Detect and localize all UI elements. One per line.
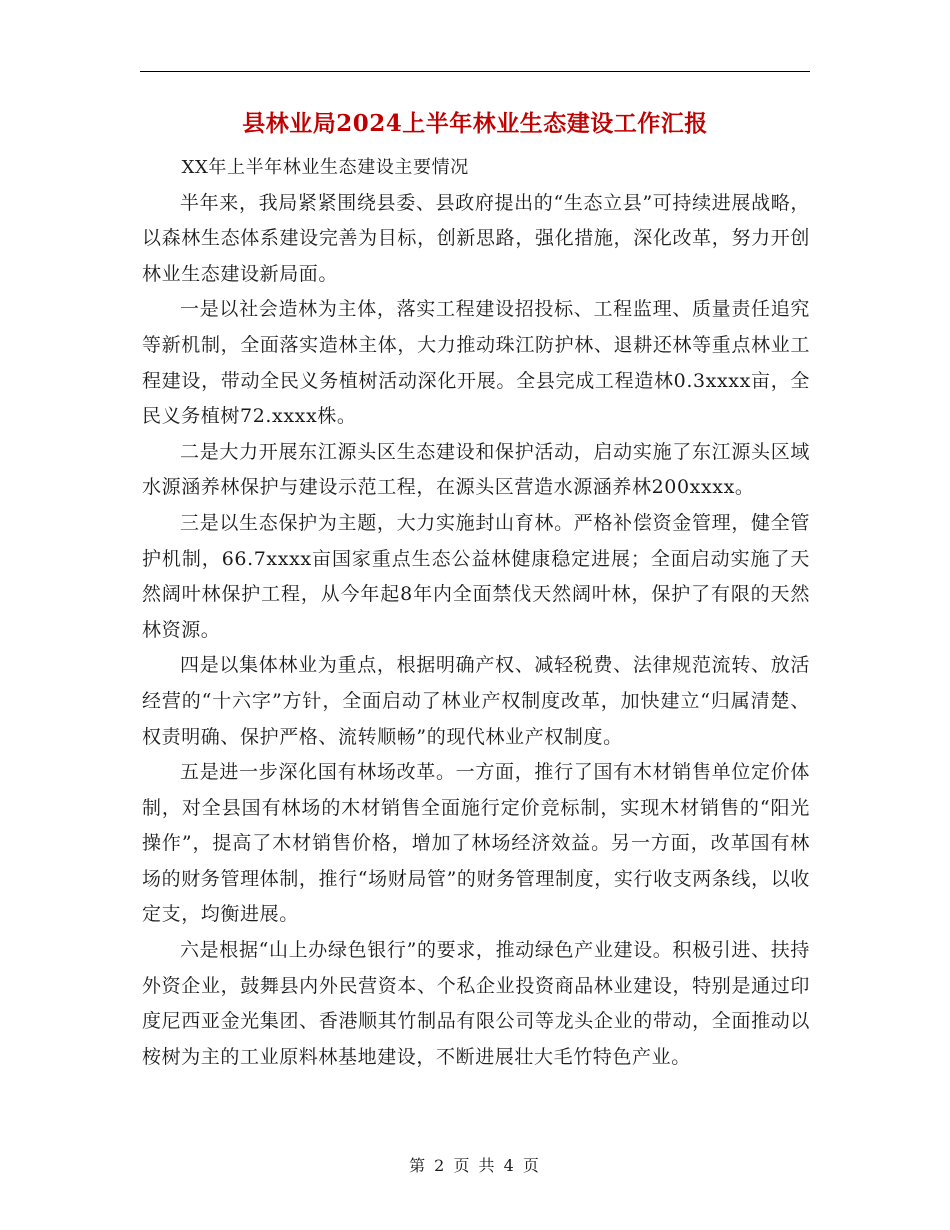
section-subheading: XX年上半年林业生态建设主要情况 [181,157,469,178]
header-rule [140,71,810,72]
document-body [142,150,810,1075]
paragraph-item-6: 六是根据“山上办绿色银行”的要求，推动绿色产业建设。积极引进、扶持外资企业，鼓舞县内外民营资本、个私企业投资商品林业建设，特别是通过印度尼西亚金光集团、香港顺其竹制品有限公司等龙头企业的带动，全面推动以桉树为主的工业原料林基地建设，不断进展壮大毛竹特色产业。 [142,939,810,1068]
paragraph-item-4: 四是以集体林业为重点，根据明确产权、减轻税费、法律规范流转、放活经营的“十六字”方针，全面启动了林业产权制度改革，加快建立“归属清楚、权责明确、保护严格、流转顺畅”的现代林业产权制度。 [142,654,810,748]
paragraph-item-1: 一是以社会造林为主体，落实工程建设招投标、工程监理、质量责任追究等新机制，全面落实造林主体，大力推动珠江防护林、退耕还林等重点林业工程建设，带动全民义务植树活动深化开展。全县完成工程造林0.3xxxx亩，全民义务植树72.xxxx株。 [142,298,810,428]
document-title: 县林业局2024上半年林业生态建设工作汇报 [242,110,708,137]
paragraph-item-2: 二是大力开展东江源头区生态建设和保护活动，启动实施了东江源头区域水源涵养林保护与建设示范工程，在源头区营造水源涵养林200xxxx。 [142,440,810,499]
paragraph-item-5: 五是进一步深化国有林场改革。一方面，推行了国有木材销售单位定价体制，对全县国有林场的木材销售全面施行定价竞标制，实现木材销售的“阳光操作”，提高了木材销售价格，增加了林场经济效益。另一方面，改革国有林场的财务管理体制，推行“场财局管”的财务管理制度，实行收支两条线，以收定支，均衡进展。 [142,761,810,926]
paragraph-item-3: 三是以生态保护为主题，大力实施封山育林。严格补偿资金管理，健全管护机制，66.7xxxx亩国家重点生态公益林健康稳定进展；全面启动实施了天然阔叶林保护工程，从今年起8年内全面禁伐天然阔叶林，保护了有限的天然林资源。 [142,511,810,641]
page-number: 第 2 页 共 4 页 [409,1156,541,1175]
paragraph-intro: 半年来，我局紧紧围绕县委、县政府提出的“生态立县”可持续进展战略，以森林生态体系建设完善为目标，创新思路，强化措施，深化改革，努力开创林业生态建设新局面。 [142,191,810,285]
